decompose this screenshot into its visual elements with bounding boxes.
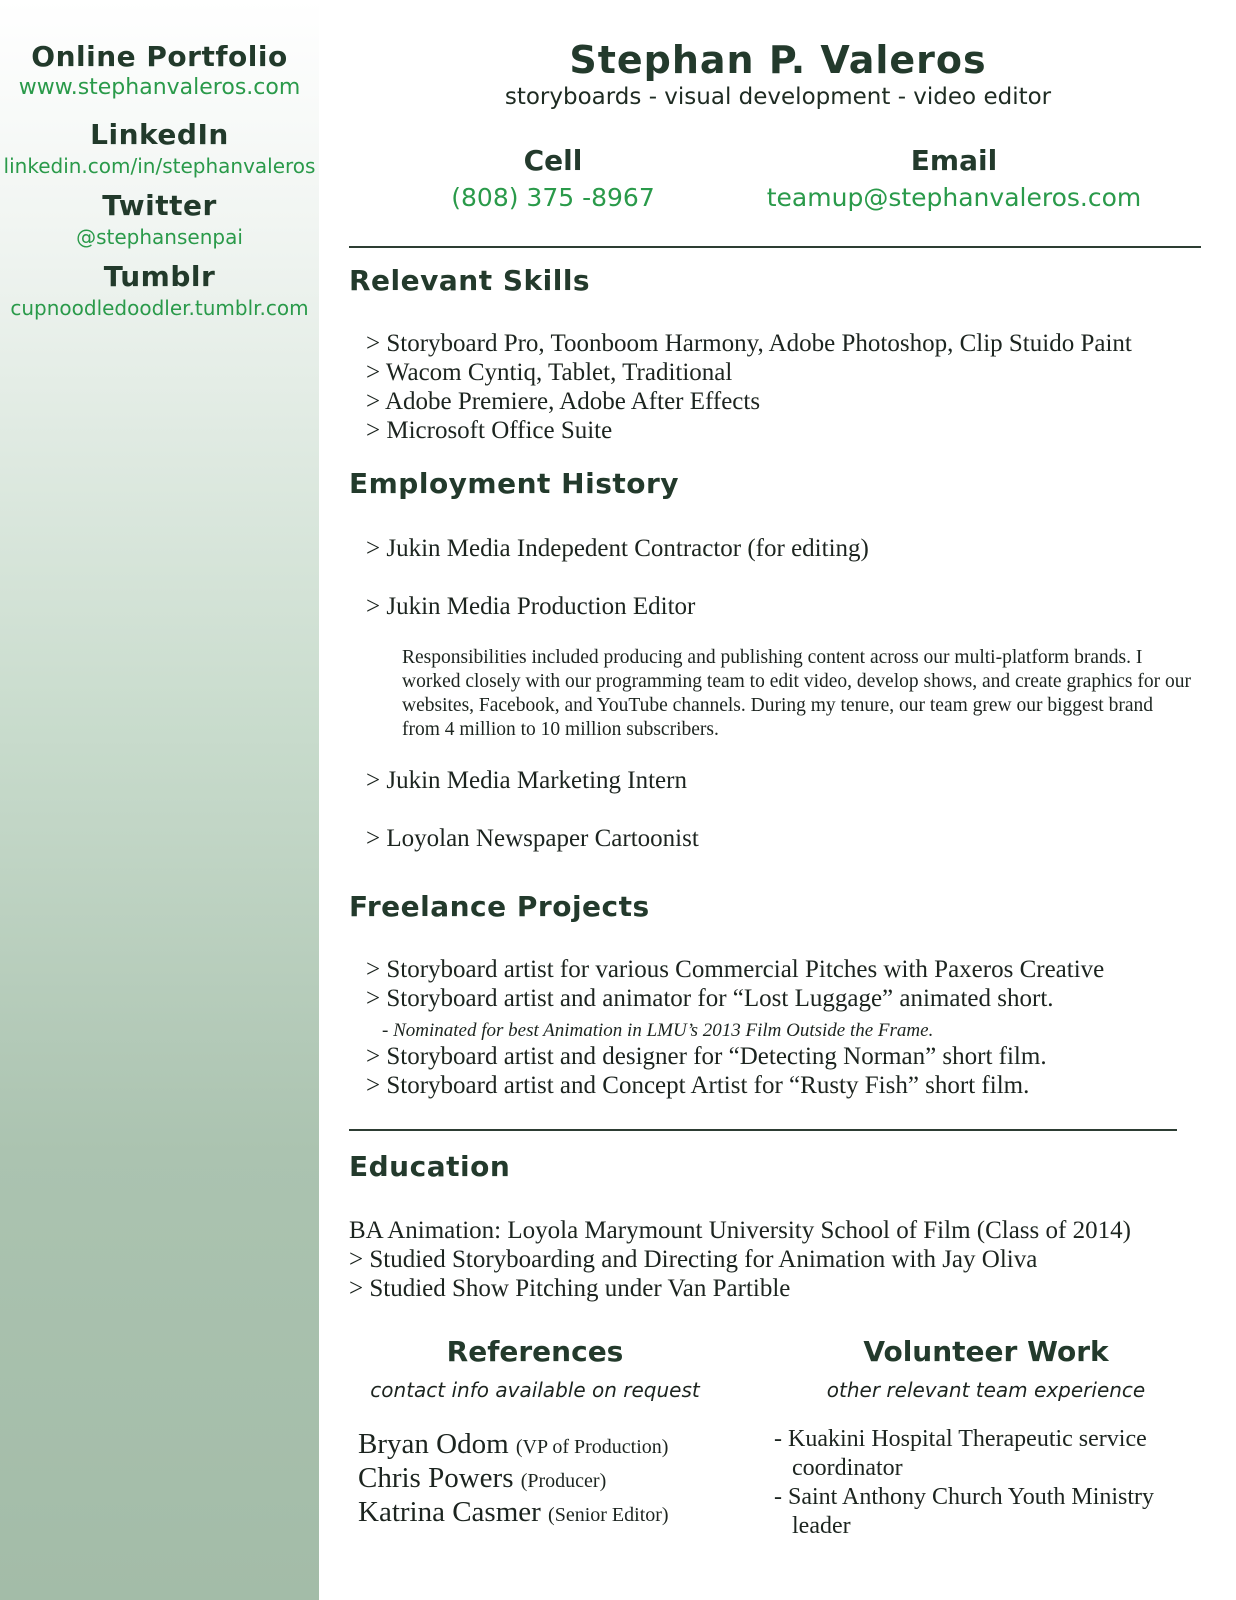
email-label: Email <box>910 144 998 177</box>
freelance-heading: Freelance Projects <box>349 890 650 923</box>
linkedin-label: LinkedIn <box>90 118 229 151</box>
cell-label: Cell <box>523 144 583 177</box>
job-role: > Jukin Media Marketing Intern <box>366 767 687 794</box>
reference-role: (Producer) <box>520 1470 607 1492</box>
divider <box>349 1129 1177 1131</box>
education-heading: Education <box>349 1150 511 1183</box>
reference-name: Katrina Casmer <box>358 1496 541 1528</box>
linkedin-link[interactable]: linkedin.com/in/stephanvaleros <box>3 154 316 178</box>
volunteer-note: other relevant team experience <box>826 1378 1146 1402</box>
linkedin-block <box>0 118 319 180</box>
job-role: > Jukin Media Production Editor <box>366 593 696 620</box>
email-value[interactable]: teamup@stephanvaleros.com <box>766 183 1142 212</box>
freelance-note: - Nominated for best Animation in LMU’s 2013 Film Outside the Frame. <box>382 1020 934 1041</box>
skills-heading: Relevant Skills <box>349 264 591 297</box>
resume-name: Stephan P. Valeros <box>569 38 987 82</box>
tumblr-block <box>0 260 319 322</box>
volunteer-item-cont: coordinator <box>792 1455 903 1481</box>
volunteer-item <box>774 1483 1214 1541</box>
reference-entry <box>358 1428 668 1461</box>
volunteer-item-line: - Kuakini Hospital Therapeutic service <box>774 1426 1147 1452</box>
freelance-item: > Storyboard artist and animator for “Lost Luggage” animated short. <box>366 985 1054 1012</box>
portfolio-link[interactable]: www.stephanvaleros.com <box>18 75 301 100</box>
employment-heading: Employment History <box>349 467 680 500</box>
education-line: > Studied Storyboarding and Directing for Animation with Jay Oliva <box>349 1246 1038 1273</box>
cell-value[interactable]: (808) 375 -8967 <box>451 183 655 212</box>
references-note: contact info available on request <box>370 1378 700 1402</box>
reference-entry <box>358 1496 669 1529</box>
twitter-label: Twitter <box>102 189 217 222</box>
education-line: BA Animation: Loyola Marymount University School of Film (Class of 2014) <box>349 1217 1131 1244</box>
references-heading: References <box>446 1335 624 1368</box>
portfolio-label: Online Portfolio <box>31 40 288 73</box>
skill-item: > Microsoft Office Suite <box>366 417 613 444</box>
skill-item: > Wacom Cyntiq, Tablet, Traditional <box>366 359 733 386</box>
volunteer-item-line: - Saint Anthony Church Youth Ministry <box>774 1484 1155 1510</box>
sidebar <box>0 0 319 1600</box>
volunteer-item-cont: leader <box>792 1513 851 1539</box>
tumblr-label: Tumblr <box>103 260 216 293</box>
skill-item: > Adobe Premiere, Adobe After Effects <box>366 388 761 415</box>
reference-name: Chris Powers <box>358 1462 514 1494</box>
freelance-item: > Storyboard artist and designer for “Detecting Norman” short film. <box>366 1043 1047 1070</box>
reference-entry <box>358 1462 606 1495</box>
tumblr-link[interactable]: cupnoodledoodler.tumblr.com <box>10 296 309 320</box>
freelance-item: > Storyboard artist and Concept Artist for “Rusty Fish” short film. <box>366 1072 1030 1099</box>
job-role: > Loyolan Newspaper Cartoonist <box>366 825 699 852</box>
volunteer-heading: Volunteer Work <box>863 1335 1109 1368</box>
education-line: > Studied Show Pitching under Van Partible <box>349 1275 791 1302</box>
job-description: Responsibilities included producing and publishing content across our multi-platform brands. I worked closely with our programming team to edit video, develop shows, and create graphics for our websites, Facebook, and YouTube channels. During my tenure, our team grew our biggest brand from 4 million to 10 million subscribers. <box>402 647 1191 740</box>
twitter-link[interactable]: @stephansenpai <box>76 225 243 249</box>
freelance-item: > Storyboard artist for various Commercial Pitches with Paxeros Creative <box>366 956 1105 983</box>
divider <box>349 246 1201 248</box>
reference-role: (VP of Production) <box>515 1436 669 1458</box>
job-role: > Jukin Media Indepedent Contractor (for editing) <box>366 535 869 562</box>
cell-contact <box>343 144 763 212</box>
twitter-block <box>0 189 319 251</box>
volunteer-item <box>774 1425 1214 1483</box>
email-contact <box>744 144 1164 212</box>
portfolio-block <box>0 40 319 102</box>
reference-name: Bryan Odom <box>358 1428 509 1460</box>
reference-role: (Senior Editor) <box>548 1504 669 1526</box>
skill-item: > Storyboard Pro, Toonboom Harmony, Adobe Photoshop, Clip Stuido Paint <box>366 330 1132 357</box>
resume-tagline: storyboards - visual development - video editor <box>504 84 1052 110</box>
